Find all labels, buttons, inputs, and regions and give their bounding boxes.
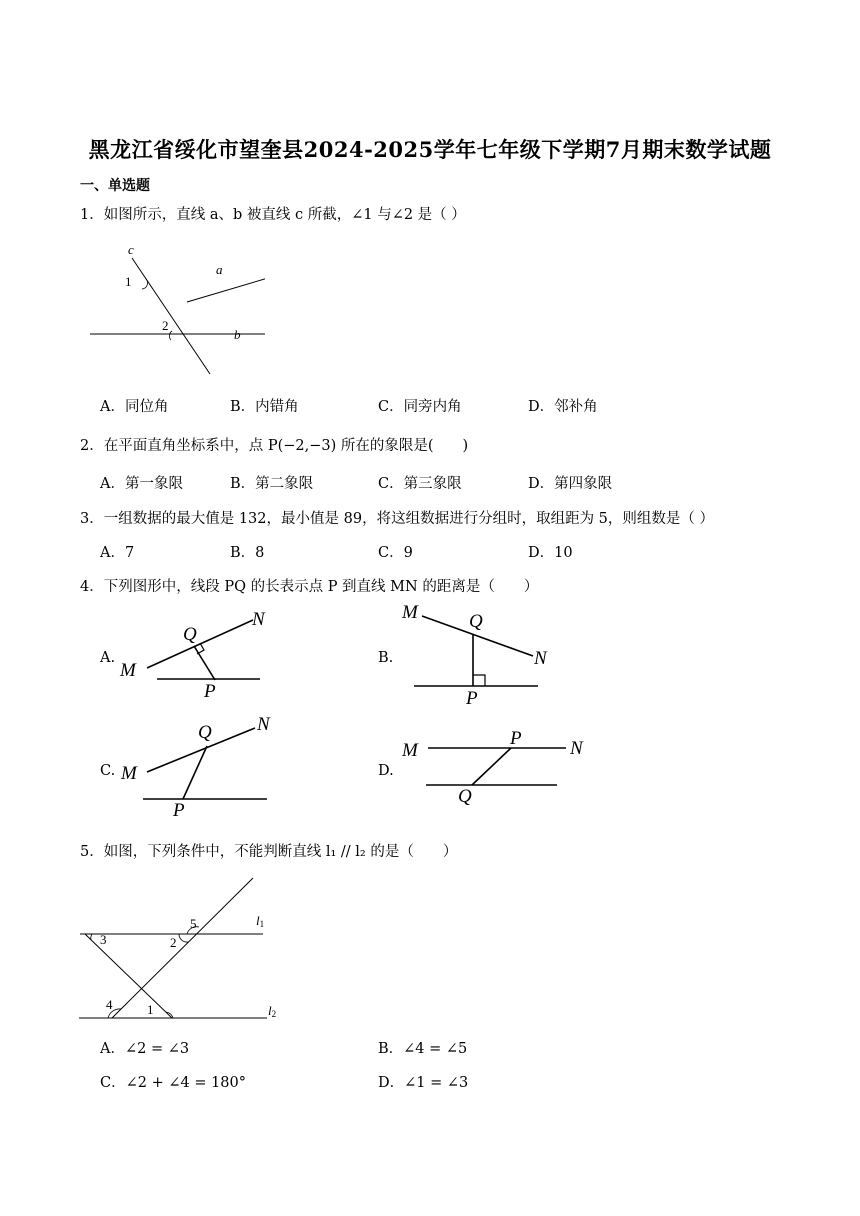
label-n: N [257,714,270,735]
q1-option-a[interactable]: A．同位角 [100,399,169,415]
label-angle-1: 1 [147,1002,154,1017]
q2-option-d[interactable]: D．第四象限 [528,476,613,492]
q2-option-b[interactable]: B．第二象限 [230,476,314,492]
q5-option-b[interactable]: B．∠4 = ∠5 [378,1041,468,1057]
angle-2-arc [169,331,172,340]
q4-figure-a [115,602,275,702]
q4-option-b[interactable]: B. [378,650,394,666]
label-m: M [121,763,137,784]
label-n: N [252,609,265,630]
label-m: M [402,602,418,623]
label-p: P [510,728,522,749]
q4-figure-c [115,710,275,820]
label-l2: l2 [268,1003,277,1019]
label-n: N [534,648,547,669]
label-n: N [570,738,583,759]
page-title: 黑龙江省绥化市望奎县2024-2025学年七年级下学期7月期末数学试题 [88,137,772,162]
line-a [187,270,265,302]
label-p: P [204,681,216,702]
q3-option-b[interactable]: B．8 [230,545,265,561]
q2-option-c[interactable]: C．第三象限 [378,476,462,492]
label-l1: l1 [256,913,265,929]
q4-option-c[interactable]: C. [100,763,116,779]
label-angle-2: 2 [170,935,177,950]
q1-option-d[interactable]: D．邻补角 [528,399,598,415]
q1-option-b[interactable]: B．内错角 [230,399,299,415]
q2-option-a[interactable]: A．第一象限 [100,476,183,492]
question-3-stem: 3．一组数据的最大值是 132，最小值是 89，将这组数据进行分组时，取组距为 5，则组数是（ ） [80,511,715,527]
q5-option-c[interactable]: C．∠2 + ∠4 = 180° [100,1075,247,1091]
label-q: Q [198,722,212,743]
label-b: b [234,327,241,342]
label-a: a [216,262,223,277]
label-angle-3: 3 [100,932,107,947]
label-m: M [120,660,136,681]
q3-option-a[interactable]: A．7 [100,545,135,561]
label-c: c [128,242,134,257]
label-q: Q [183,624,197,645]
q4-figure-d [400,724,590,810]
label-p: P [466,688,478,708]
question-2-stem: 2．在平面直角坐标系中，点 P(−2,−3) 所在的象限是( ) [80,438,469,454]
question-5-stem: 5．如图，下列条件中，不能判断直线 l₁ // l₂ 的是（ ） [80,844,458,860]
q4-option-d[interactable]: D. [378,763,394,779]
label-angle-5: 5 [190,916,197,931]
line-c [132,258,210,374]
label-q: Q [458,786,472,807]
q5-option-a[interactable]: A．∠2 = ∠3 [100,1041,190,1057]
q5-option-d[interactable]: D．∠1 = ∠3 [378,1075,469,1091]
question-1-stem: 1．如图所示，直线 a、b 被直线 c 所截，∠1 与∠2 是（ ） [80,207,466,223]
label-angle-1: 1 [125,274,132,289]
q4-figure-b [400,598,560,708]
angle-1-arc [142,279,148,289]
question-1-figure [85,242,265,377]
q3-option-d[interactable]: D．10 [528,545,573,561]
label-angle-4: 4 [106,997,113,1012]
label-p: P [173,800,185,820]
section-heading: 一、单选题 [80,178,150,194]
q3-option-c[interactable]: C．9 [378,545,413,561]
q1-option-c[interactable]: C．同旁内角 [378,399,462,415]
label-m: M [402,740,418,761]
label-q: Q [469,611,483,632]
question-5-figure [75,870,290,1025]
q4-option-a[interactable]: A. [100,650,116,666]
question-4-stem: 4．下列图形中，线段 PQ 的长表示点 P 到直线 MN 的距离是（ ） [80,579,539,595]
label-angle-2: 2 [162,318,169,333]
